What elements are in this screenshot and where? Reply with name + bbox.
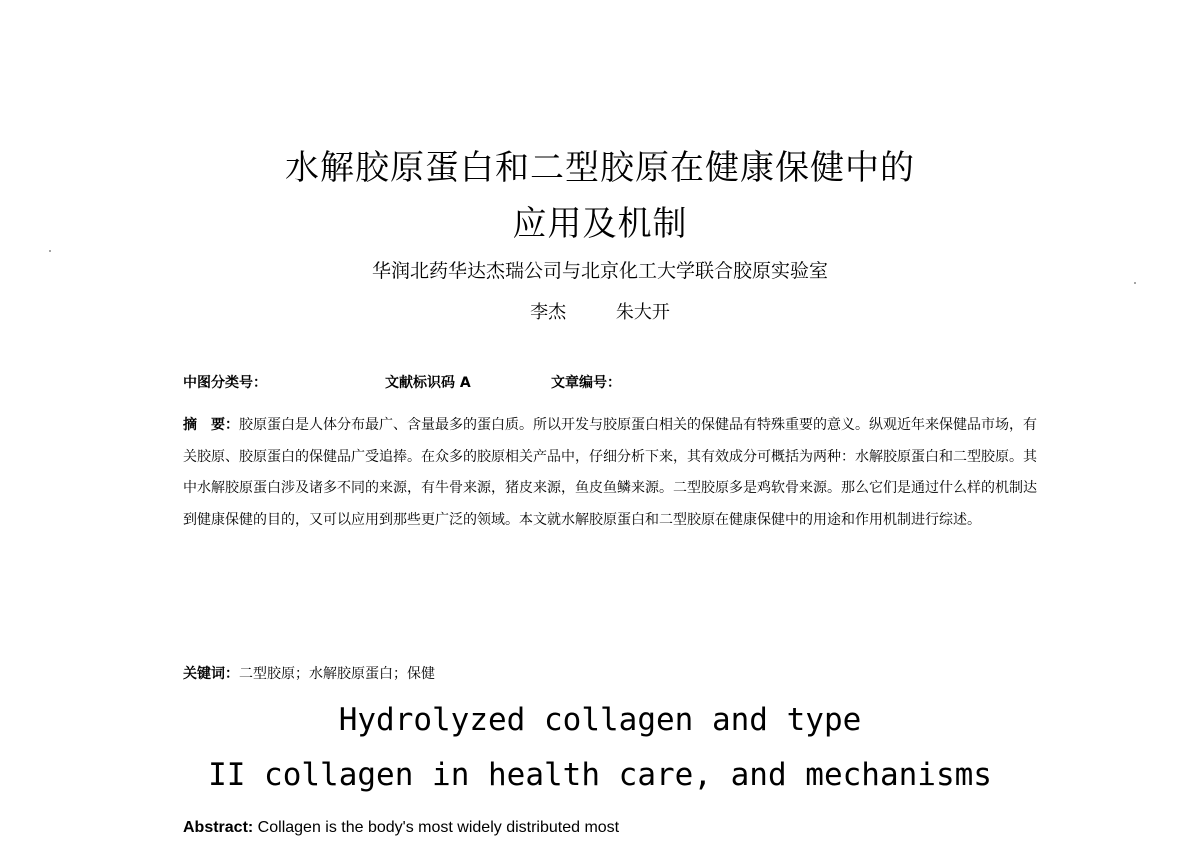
title-line-1: 水解胶原蛋白和二型胶原在健康保健中的 xyxy=(285,148,915,188)
abstract-block xyxy=(183,410,1037,536)
author-1: 李杰 xyxy=(530,302,567,323)
abstract-text: 胶原蛋白是人体分布最广、含量最多的蛋白质。所以开发与胶原蛋白相关的保健品有特殊重要的意义。纵观近年来保健品市场，有关胶原、胶原蛋白的保健品广受追捧。在众多的胶原相关产品中，仔细分析下来，其有效成分可概括为两种：水解胶原蛋白和二型胶原。其中水解胶原蛋白涉及诸多不同的来源，有牛骨来源，猪皮来源，鱼皮鱼鳞来源。二型胶原多是鸡软骨来源。那么它们是通过什么样的机制达到健康保健的目的，又可以应用到那些更广泛的领域。本文就水解胶原蛋白和二型胶原在健康保健中的用途和作用机制进行综述。 xyxy=(183,417,1037,528)
clc-number-label: 中图分类号： xyxy=(183,375,267,391)
keywords-text: 二型胶原；水解胶原蛋白；保健 xyxy=(239,666,435,682)
english-title-line-2: II collagen in health care, and mechanisms xyxy=(208,757,992,793)
english-abstract-text: Collagen is the body's most widely distributed most xyxy=(253,819,620,836)
keywords-label: 关键词： xyxy=(183,666,239,682)
article-number-label: 文章编号： xyxy=(551,375,621,391)
scan-speck xyxy=(1134,282,1136,284)
english-abstract-label: Abstract: xyxy=(183,819,254,836)
authors xyxy=(0,298,1200,324)
title-line-2: 应用及机制 xyxy=(512,204,688,244)
author-2: 朱大开 xyxy=(615,302,670,323)
affiliation: 华润北药华达杰瑞公司与北京化工大学联合胶原实验室 xyxy=(371,260,828,282)
abstract-label: 摘 要： xyxy=(183,417,239,433)
english-abstract xyxy=(183,819,619,837)
scan-speck xyxy=(49,250,51,252)
english-title-line-1: Hydrolyzed collagen and type xyxy=(338,702,862,738)
keywords xyxy=(183,663,435,683)
document-code-label: 文献标识码 A xyxy=(385,375,471,391)
